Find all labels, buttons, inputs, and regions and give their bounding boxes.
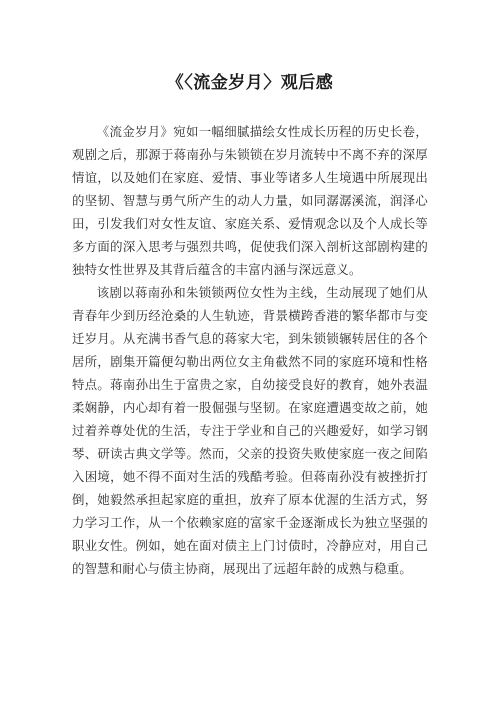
document-body: [72, 120, 428, 580]
paragraph-intro: 《流金岁月》宛如一幅细腻描绘女性成长历程的历史长卷，观剧之后，那源于蒋南孙与朱锁锁在岁月流转中不离不弃的深厚情谊，以及她们在家庭、爱情、事业等诸多人生境遇中所展现出的坚韧、智慧与勇气所产生的动人力量，如同潺潺溪流，润泽心田，引发我们对女性友谊、家庭关系、爱情观念以及个人成长等多方面的深入思考与强烈共鸣，促使我们深入剖析这部剧构建的独特女性世界及其背后蕴含的丰富内涵与深远意义。: [72, 124, 428, 277]
paragraph-plot: 该剧以蒋南孙和朱锁锁两位女性为主线，生动展现了她们从青春年少到历经沧桑的人生轨迹，背景横跨香港的繁华都市与变迁岁月。从充满书香气息的蒋家大宅，到朱锁锁辗转居住的各个居所，剧集开篇便勾勒出两位女主角截然不同的家庭环境和性格特点。蒋南孙出生于富贵之家，自幼接受良好的教育，她外表温柔娴静，内心却有着一股倔强与坚韧。在家庭遭遇变故之前，她过着养尊处优的生活，专注于学业和自己的兴趣爱好，如学习钢琴、研读古典文学等。然而，父亲的投资失败使家庭一夜之间陷入困境，她不得不面对生活的残酷考验。但蒋南孙没有被挫折打倒，她毅然承担起家庭的重担，放弃了原本优渥的生活方式，努力学习工作，从一个依赖家庭的富家千金逐渐成长为独立坚强的职业女性。例如，她在面对债主上门讨债时，冷静应对，用自己的智慧和耐心与债主协商，展现出了远超年龄的成熟与稳重。: [72, 285, 428, 576]
document-title: 《〈流金岁月〉观后感: [166, 73, 334, 93]
